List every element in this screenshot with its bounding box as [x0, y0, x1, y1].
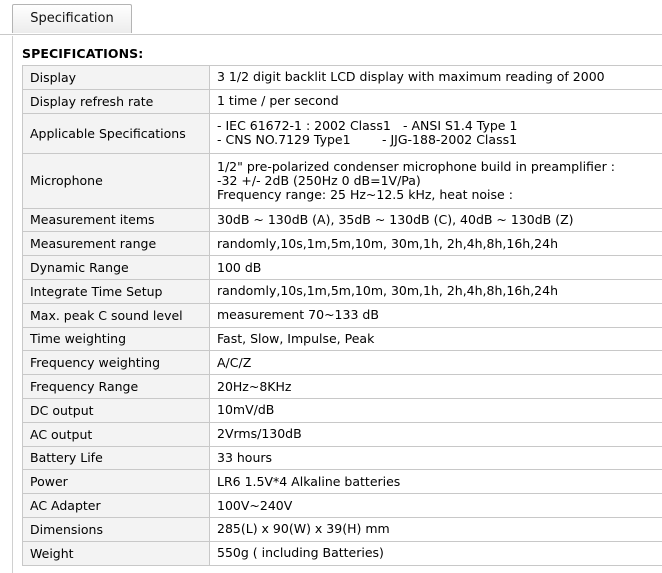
row-value: [210, 113, 662, 153]
row-value: 20Hz~8KHz: [210, 375, 662, 399]
row-value: 550g ( including Batteries): [210, 541, 662, 565]
table-row: [23, 375, 662, 399]
table-row: [23, 327, 662, 351]
row-value: 100V~240V: [210, 494, 662, 518]
spec-line: 1/2" pre-polarized condenser microphone build in preamplifier :: [217, 158, 615, 174]
row-value: randomly,10s,1m,5m,10m, 30m,1h, 2h,4h,8h,16h,24h: [210, 279, 662, 303]
row-label: DC output: [23, 398, 210, 422]
table-row: [23, 470, 662, 494]
row-label: Battery Life: [23, 446, 210, 470]
spec-item: - ANSI S1.4 Type 1: [403, 118, 518, 134]
table-row: [23, 256, 662, 280]
spec-item: - IEC 61672-1 : 2002 Class1: [217, 118, 391, 134]
row-label: Power: [23, 470, 210, 494]
table-row: [23, 153, 662, 208]
spec-line: -32 +/- 2dB (250Hz 0 dB=1V/Pa): [217, 172, 421, 188]
content-panel: [12, 36, 662, 573]
table-row: [23, 66, 662, 90]
row-value: 1 time / per second: [210, 89, 662, 113]
row-value: 30dB ~ 130dB (A), 35dB ~ 130dB (C), 40dB ~ 130dB (Z): [210, 208, 662, 232]
table-row: [23, 89, 662, 113]
table-row: [23, 494, 662, 518]
row-label: Time weighting: [23, 327, 210, 351]
row-label: Measurement items: [23, 208, 210, 232]
row-value: [210, 153, 662, 208]
row-label: Dynamic Range: [23, 256, 210, 280]
row-value: A/C/Z: [210, 351, 662, 375]
table-row: [23, 517, 662, 541]
table-row: [23, 446, 662, 470]
row-label: AC Adapter: [23, 494, 210, 518]
row-label: Dimensions: [23, 517, 210, 541]
row-label: Frequency Range: [23, 375, 210, 399]
row-label: Display: [23, 66, 210, 90]
spec-table: [22, 65, 662, 566]
row-value: randomly,10s,1m,5m,10m, 30m,1h, 2h,4h,8h,16h,24h: [210, 232, 662, 256]
row-label: Weight: [23, 541, 210, 565]
table-row: [23, 232, 662, 256]
row-label: Frequency weighting: [23, 351, 210, 375]
row-value: 2Vrms/130dB: [210, 422, 662, 446]
row-label: Applicable Specifications: [23, 113, 210, 153]
row-label: Measurement range: [23, 232, 210, 256]
spec-item: - CNS NO.7129 Type1: [217, 132, 351, 148]
row-value: 3 1/2 digit backlit LCD display with maximum reading of 2000: [210, 66, 662, 90]
row-value: Fast, Slow, Impulse, Peak: [210, 327, 662, 351]
table-row: [23, 398, 662, 422]
table-row: [23, 208, 662, 232]
spec-item: - JJG-188-2002 Class1: [382, 132, 518, 148]
row-value: 100 dB: [210, 256, 662, 280]
spec-line: [217, 133, 662, 147]
row-value: 285(L) x 90(W) x 39(H) mm: [210, 517, 662, 541]
table-row: [23, 541, 662, 565]
page-title: SPECIFICATIONS:: [22, 46, 144, 61]
row-label: Microphone: [23, 153, 210, 208]
tab-specification[interactable]: Specification: [12, 4, 132, 33]
row-label: Integrate Time Setup: [23, 279, 210, 303]
table-row: [23, 303, 662, 327]
row-label: Display refresh rate: [23, 89, 210, 113]
table-row: [23, 351, 662, 375]
tab-bar: [0, 0, 662, 35]
row-label: Max. peak C sound level: [23, 303, 210, 327]
spec-line: Frequency range: 25 Hz~12.5 kHz, heat noise :: [217, 186, 513, 202]
row-value: 10mV/dB: [210, 398, 662, 422]
table-row: [23, 422, 662, 446]
table-row: [23, 279, 662, 303]
row-value: LR6 1.5V*4 Alkaline batteries: [210, 470, 662, 494]
row-label: AC output: [23, 422, 210, 446]
table-row: [23, 113, 662, 153]
row-value: measurement 70~133 dB: [210, 303, 662, 327]
row-value: 33 hours: [210, 446, 662, 470]
spec-line: [217, 119, 662, 133]
